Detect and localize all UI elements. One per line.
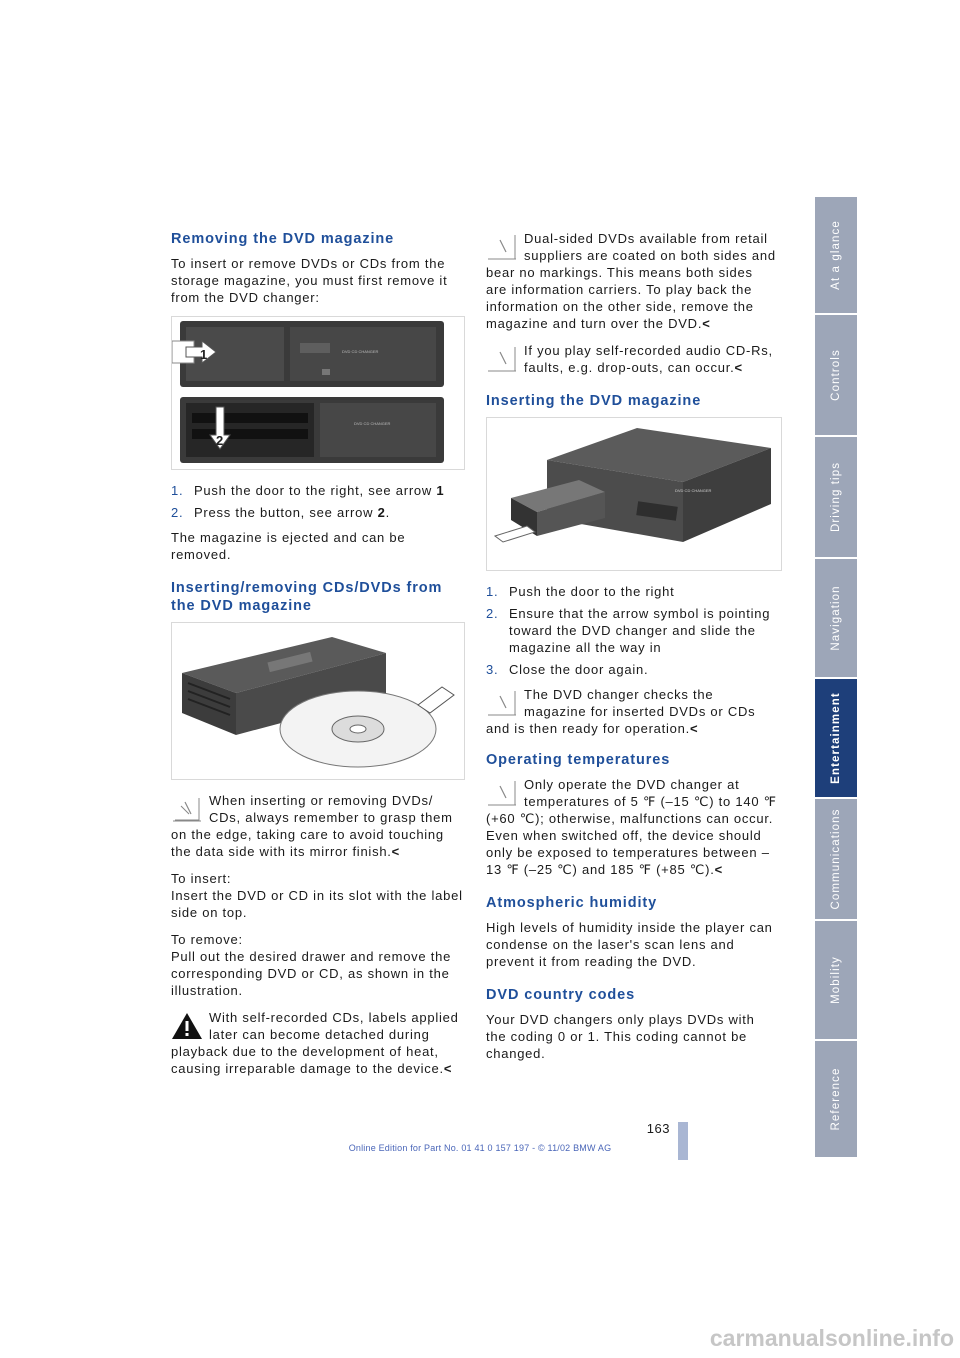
page-number: 163: [646, 1121, 670, 1136]
tab-entertainment[interactable]: Entertainment: [815, 679, 857, 799]
tab-communications[interactable]: Communications: [815, 799, 857, 921]
warning-triangle-icon: [171, 1011, 203, 1041]
heading-dvd-country-codes: DVD country codes: [486, 987, 636, 1003]
fig1-label-top: DVD CD CHANGER: [342, 349, 379, 354]
list-item: 2. Ensure that the arrow symbol is pointing toward the DVD changer and slide the magazine all the way in: [486, 606, 771, 655]
list-item: 3. Close the door again.: [486, 662, 649, 677]
heading-inserting-removing: Inserting/removing CDs/DVDs from the DVD magazine: [171, 580, 443, 614]
paragraph-country-codes: Your DVD changers only plays DVDs with the coding 0 or 1. This coding cannot be changed.: [486, 1012, 755, 1061]
paragraph-ejected: The magazine is ejected and can be removed.: [171, 530, 406, 562]
heading-inserting-magazine: Inserting the DVD magazine: [486, 393, 702, 409]
footer-edition-note: Online Edition for Part No. 01 41 0 157 197 - © 11/02 BMW AG: [348, 1143, 612, 1153]
tab-reference[interactable]: Reference: [815, 1041, 857, 1159]
note-cd-r: If you play self-recorded audio CD-Rs, faults, e.g. drop-outs, can occur.<: [486, 342, 778, 376]
note-temperatures: Only operate the DVD changer at temperatures of 5 ℉ (–15 ℃) to 140 ℉ (+60 ℃); otherwise, malfunctions can occur. Even when switched off, the device should only be exposed to temperatures between –13 ℉ (–25 ℃) and 185 ℉ (+85 ℃).<: [486, 777, 777, 877]
tab-navigation[interactable]: Navigation: [815, 559, 857, 679]
list-item: 1. Push the door to the right, see arrow 1: [171, 483, 445, 498]
page-marker-bar: [678, 1122, 688, 1160]
paragraph-to-remove: To remove: Pull out the desired drawer and remove the corresponding DVD or CD, as shown in the illustration.: [171, 932, 452, 998]
fig1-label-bottom: DVD CD CHANGER: [354, 421, 391, 426]
figure-insert-magazine: [486, 417, 782, 571]
list-item: 1. Push the door to the right: [486, 584, 675, 599]
note-icon: [486, 688, 518, 718]
note-dual-sided: Dual-sided DVDs available from retail suppliers are coated on both sides and bear no markings. This means both sides are information carriers. To play back the information on the other side, remove the magazine and turn over the DVD.<: [486, 231, 776, 331]
fig3-label: DVD CD CHANGER: [675, 488, 712, 493]
warning-labels: With self-recorded CDs, labels applied later can become detached during playback due to the development of heat, causing irreparable damage to the device.<: [171, 1010, 459, 1076]
paragraph-to-insert: To insert: Insert the DVD or CD in its slot with the label side on top.: [171, 871, 463, 920]
paragraph-humidity: High levels of humidity inside the player can condense on the laser's scan lens and prevent it from reading the DVD.: [486, 920, 773, 969]
right-column: [486, 230, 778, 1072]
list-item: 2. Press the button, see arrow 2.: [171, 505, 390, 520]
heading-removing-magazine: Removing the DVD magazine: [171, 231, 395, 247]
heading-operating-temperatures: Operating temperatures: [486, 752, 671, 768]
heading-atmospheric-humidity: Atmospheric humidity: [486, 895, 658, 911]
tab-controls[interactable]: Controls: [815, 315, 857, 437]
figure-magazine-disc: [171, 622, 465, 780]
figure-dvd-changer-front: [171, 316, 465, 470]
tab-at-a-glance[interactable]: At a glance: [815, 197, 857, 315]
tab-mobility[interactable]: Mobility: [815, 921, 857, 1041]
insert-steps-list: [486, 583, 778, 678]
fig1-arrow-2: 2: [216, 433, 224, 448]
tab-driving-tips[interactable]: Driving tips: [815, 437, 857, 559]
remove-steps-list: [171, 482, 463, 521]
note-grasp-edge: When inserting or removing DVDs/ CDs, always remember to grasp them on the edge, taking care to avoid touching the data side with its mirror finish.<: [171, 793, 453, 859]
paragraph-remove-intro: To insert or remove DVDs or CDs from the storage magazine, you must first remove it from the DVD changer:: [171, 256, 448, 305]
note-icon: [486, 778, 518, 808]
fig1-arrow-1: 1: [200, 347, 208, 362]
note-changer-check: The DVD changer checks the magazine for inserted DVDs or CDs and is then ready for operation.<: [486, 687, 756, 736]
watermark: carmanualsonline.info: [709, 1325, 954, 1351]
note-icon: [486, 232, 518, 262]
note-icon: [486, 344, 518, 374]
note-icon: [171, 794, 203, 824]
section-tabs: [815, 197, 857, 1159]
left-column: [171, 230, 463, 1087]
